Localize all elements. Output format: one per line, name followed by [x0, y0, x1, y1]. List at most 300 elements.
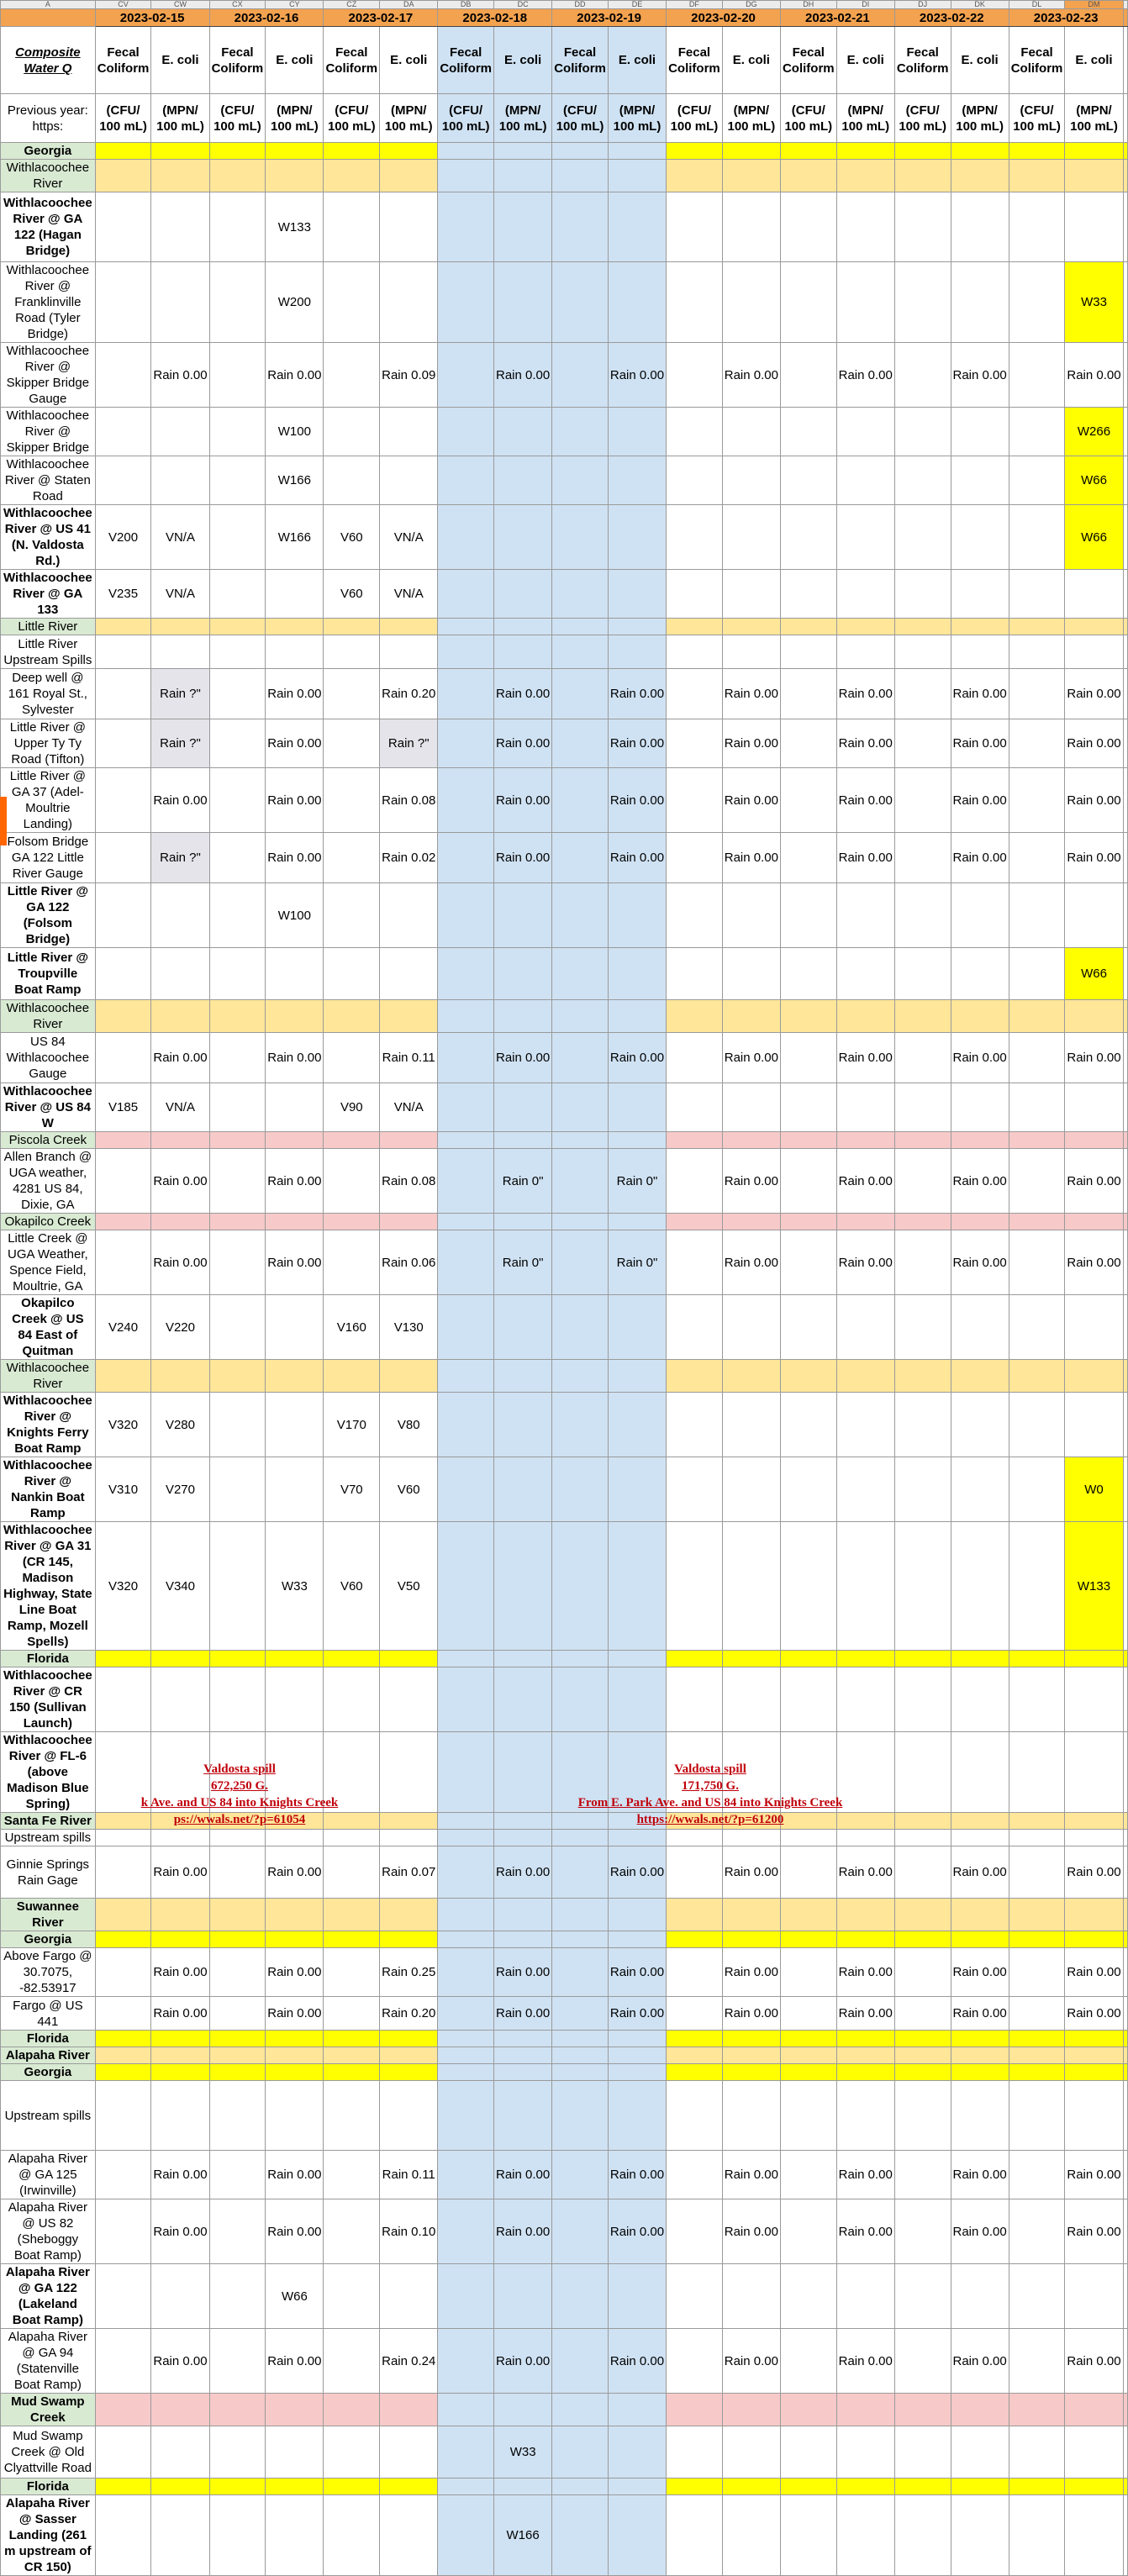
section-cell[interactable]: [722, 2047, 780, 2064]
sample-value-cell[interactable]: V170: [324, 1393, 380, 1457]
rain-cell[interactable]: Rain 0.00: [608, 2329, 666, 2394]
rain-cell[interactable]: Rain 0.00: [1065, 1948, 1123, 1997]
sample-value-cell[interactable]: VN/A: [151, 1083, 209, 1132]
data-cell[interactable]: [951, 408, 1009, 456]
data-cell[interactable]: [438, 2081, 494, 2151]
data-cell[interactable]: [380, 948, 438, 1000]
data-cell[interactable]: [494, 2264, 552, 2329]
rain-cell[interactable]: Rain 0.00: [722, 343, 780, 408]
section-cell[interactable]: [209, 1000, 266, 1033]
data-cell[interactable]: [780, 2151, 836, 2199]
section-cell[interactable]: [151, 2064, 209, 2081]
rain-cell[interactable]: Rain 0.00: [608, 2151, 666, 2199]
data-cell[interactable]: [324, 2426, 380, 2479]
section-cell[interactable]: [151, 143, 209, 160]
data-cell[interactable]: [1065, 2081, 1123, 2151]
section-cell[interactable]: [1123, 1360, 1127, 1393]
data-cell[interactable]: [552, 1393, 609, 1457]
fecal-coliform-header[interactable]: Fecal Coliform: [209, 27, 266, 94]
data-cell[interactable]: [151, 2426, 209, 2479]
data-cell[interactable]: [552, 768, 609, 833]
section-cell[interactable]: [667, 2394, 723, 2426]
section-cell[interactable]: [324, 1132, 380, 1149]
section-cell[interactable]: [1123, 1214, 1127, 1230]
rain-cell[interactable]: Rain 0.00: [951, 343, 1009, 408]
data-cell[interactable]: [780, 1393, 836, 1457]
section-cell[interactable]: [667, 1132, 723, 1149]
data-cell[interactable]: [1009, 456, 1065, 505]
section-cell[interactable]: [494, 2479, 552, 2495]
data-cell[interactable]: [1123, 570, 1127, 619]
row-label-okapilco-us84[interactable]: Okapilco Creek @ US 84 East of Quitman: [1, 1295, 96, 1360]
data-cell[interactable]: [1009, 1830, 1065, 1846]
data-cell[interactable]: [380, 635, 438, 669]
data-cell[interactable]: [780, 768, 836, 833]
data-cell[interactable]: [1009, 669, 1065, 719]
data-cell[interactable]: [438, 768, 494, 833]
data-cell[interactable]: [608, 1830, 666, 1846]
section-cell[interactable]: [722, 2394, 780, 2426]
data-cell[interactable]: [667, 883, 723, 948]
section-cell[interactable]: [380, 2394, 438, 2426]
row-label-alapaha-ga94[interactable]: Alapaha River @ GA 94 (Statenville Boat Ramp): [1, 2329, 96, 2394]
rain-cell[interactable]: Rain 0.00: [722, 719, 780, 768]
data-cell[interactable]: [1123, 948, 1127, 1000]
row-label-alapaha[interactable]: Alapaha River: [1, 2047, 96, 2064]
data-cell[interactable]: [951, 456, 1009, 505]
unit-mpn[interactable]: (MPN/ 100 mL): [1065, 94, 1123, 143]
data-cell[interactable]: [151, 262, 209, 343]
rain-cell[interactable]: Rain 0.02: [380, 833, 438, 883]
data-cell[interactable]: [324, 456, 380, 505]
data-cell[interactable]: [552, 1230, 609, 1295]
rain-cell[interactable]: Rain 0.00: [836, 2199, 894, 2264]
section-cell[interactable]: [951, 1899, 1009, 1931]
section-cell[interactable]: [780, 143, 836, 160]
data-cell[interactable]: [552, 505, 609, 570]
data-cell[interactable]: [438, 505, 494, 570]
data-cell[interactable]: [324, 1149, 380, 1214]
data-cell[interactable]: [552, 635, 609, 669]
section-cell[interactable]: [894, 2047, 951, 2064]
data-cell[interactable]: [894, 408, 951, 456]
data-cell[interactable]: [722, 1393, 780, 1457]
data-cell[interactable]: [667, 192, 723, 262]
data-cell[interactable]: [1009, 2495, 1065, 2576]
section-cell[interactable]: [552, 1931, 609, 1948]
data-cell[interactable]: [780, 2081, 836, 2151]
section-cell[interactable]: [951, 1813, 1009, 1830]
data-cell[interactable]: [266, 635, 324, 669]
data-cell[interactable]: [494, 1457, 552, 1522]
sample-value-cell[interactable]: V90: [324, 1083, 380, 1132]
section-cell[interactable]: [494, 2047, 552, 2064]
sample-value-cell[interactable]: V320: [95, 1522, 151, 1651]
data-cell[interactable]: [1065, 570, 1123, 619]
section-cell[interactable]: [494, 1132, 552, 1149]
data-cell[interactable]: [95, 2151, 151, 2199]
section-cell[interactable]: [1123, 1899, 1127, 1931]
row-label-lr-ga122[interactable]: Little River @ GA 122 (Folsom Bridge): [1, 883, 96, 948]
section-cell[interactable]: [95, 2031, 151, 2047]
rain-cell[interactable]: Rain 0": [494, 1149, 552, 1214]
data-cell[interactable]: [209, 192, 266, 262]
section-cell[interactable]: [266, 1899, 324, 1931]
section-cell[interactable]: [1123, 619, 1127, 635]
data-cell[interactable]: [1009, 2329, 1065, 2394]
rain-cell[interactable]: Rain 0.08: [380, 768, 438, 833]
data-cell[interactable]: [95, 1033, 151, 1083]
rain-cell[interactable]: Rain 0.00: [151, 343, 209, 408]
rain-cell[interactable]: Rain 0.00: [951, 2329, 1009, 2394]
section-cell[interactable]: [438, 1899, 494, 1931]
data-cell[interactable]: [894, 883, 951, 948]
unit-cfu[interactable]: (CFU/ 100 mL): [209, 94, 266, 143]
data-cell[interactable]: [438, 1393, 494, 1457]
data-cell[interactable]: [494, 408, 552, 456]
data-cell[interactable]: [608, 456, 666, 505]
section-cell[interactable]: [608, 1651, 666, 1667]
data-cell[interactable]: [1009, 192, 1065, 262]
row-label-piscola[interactable]: Piscola Creek: [1, 1132, 96, 1149]
section-cell[interactable]: [438, 1360, 494, 1393]
data-cell[interactable]: [951, 2081, 1009, 2151]
section-cell[interactable]: [836, 2047, 894, 2064]
rain-cell[interactable]: Rain 0.00: [266, 2329, 324, 2394]
unit-mpn[interactable]: (MPN/ 100 mL): [151, 94, 209, 143]
sample-value-cell[interactable]: VN/A: [380, 1083, 438, 1132]
data-cell[interactable]: [494, 2081, 552, 2151]
data-cell[interactable]: [380, 1830, 438, 1846]
data-cell[interactable]: [151, 192, 209, 262]
section-cell[interactable]: [438, 2394, 494, 2426]
rain-cell[interactable]: Rain 0.00: [151, 1149, 209, 1214]
section-cell[interactable]: [494, 1651, 552, 1667]
data-cell[interactable]: [780, 1033, 836, 1083]
data-cell[interactable]: [95, 1948, 151, 1997]
rain-cell[interactable]: Rain 0.00: [722, 1033, 780, 1083]
data-cell[interactable]: [667, 262, 723, 343]
data-cell[interactable]: [894, 1667, 951, 1732]
section-cell[interactable]: [608, 2031, 666, 2047]
sample-value-cell[interactable]: W200: [266, 262, 324, 343]
data-cell[interactable]: [324, 1033, 380, 1083]
rain-cell[interactable]: Rain 0.00: [1065, 1846, 1123, 1899]
data-cell[interactable]: [95, 2495, 151, 2576]
section-cell[interactable]: [95, 143, 151, 160]
data-cell[interactable]: [1009, 1033, 1065, 1083]
data-cell[interactable]: [1009, 1732, 1065, 1813]
data-cell[interactable]: [438, 669, 494, 719]
section-cell[interactable]: [552, 1132, 609, 1149]
section-cell[interactable]: [209, 160, 266, 192]
row-label-florida1[interactable]: Florida: [1, 1651, 96, 1667]
rain-cell[interactable]: Rain 0.00: [266, 2199, 324, 2264]
data-cell[interactable]: [608, 2081, 666, 2151]
section-cell[interactable]: [324, 1360, 380, 1393]
rain-cell[interactable]: Rain 0.00: [266, 1033, 324, 1083]
data-cell[interactable]: [722, 192, 780, 262]
row-label-staten[interactable]: Withlacoochee River @ Staten Road: [1, 456, 96, 505]
data-cell[interactable]: [951, 1830, 1009, 1846]
section-cell[interactable]: [1123, 1000, 1127, 1033]
data-cell[interactable]: [1009, 570, 1065, 619]
row-label-ga133[interactable]: Withlacoochee River @ GA 133: [1, 570, 96, 619]
data-cell[interactable]: [780, 635, 836, 669]
data-cell[interactable]: [1065, 2426, 1123, 2479]
section-cell[interactable]: [951, 160, 1009, 192]
sample-value-cell[interactable]: VN/A: [151, 505, 209, 570]
col-letter[interactable]: CV: [95, 1, 151, 9]
data-cell[interactable]: [438, 2426, 494, 2479]
data-cell[interactable]: [951, 1732, 1009, 1813]
section-cell[interactable]: [836, 2031, 894, 2047]
row-label-us84-gauge[interactable]: US 84 Withlacoochee Gauge: [1, 1033, 96, 1083]
section-cell[interactable]: [1065, 1360, 1123, 1393]
section-cell[interactable]: [438, 2064, 494, 2081]
data-cell[interactable]: [209, 1393, 266, 1457]
data-cell[interactable]: [1065, 1732, 1123, 1813]
section-cell[interactable]: [266, 1360, 324, 1393]
section-cell[interactable]: [894, 1899, 951, 1931]
rain-cell[interactable]: Rain 0.00: [951, 669, 1009, 719]
section-cell[interactable]: [894, 2479, 951, 2495]
data-cell[interactable]: [894, 2495, 951, 2576]
data-cell[interactable]: [780, 948, 836, 1000]
section-cell[interactable]: [552, 1651, 609, 1667]
data-cell[interactable]: [780, 883, 836, 948]
section-cell[interactable]: [1065, 1214, 1123, 1230]
row-label-folsom-gauge[interactable]: Folsom Bridge GA 122 Little River Gauge: [1, 833, 96, 883]
data-cell[interactable]: [836, 2264, 894, 2329]
col-letter[interactable]: DB: [438, 1, 494, 9]
section-cell[interactable]: [151, 1000, 209, 1033]
section-cell[interactable]: [380, 1813, 438, 1830]
data-cell[interactable]: [494, 262, 552, 343]
rain-cell[interactable]: Rain 0.00: [836, 669, 894, 719]
row-label-ga31[interactable]: Withlacoochee River @ GA 31 (CR 145, Madison Highway, State Line Boat Ramp, Mozell Spells): [1, 1522, 96, 1651]
section-cell[interactable]: [780, 2031, 836, 2047]
data-cell[interactable]: [209, 2199, 266, 2264]
section-cell[interactable]: [951, 1931, 1009, 1948]
section-cell[interactable]: [1123, 160, 1127, 192]
data-cell[interactable]: [95, 1230, 151, 1295]
section-cell[interactable]: [608, 1214, 666, 1230]
section-cell[interactable]: [324, 2047, 380, 2064]
data-cell[interactable]: [1009, 1846, 1065, 1899]
data-cell[interactable]: [209, 343, 266, 408]
row-label-suwannee[interactable]: Suwannee River: [1, 1899, 96, 1931]
rain-cell[interactable]: Rain 0.00: [722, 1230, 780, 1295]
section-cell[interactable]: [1065, 1651, 1123, 1667]
unit-cfu[interactable]: (CFU/ 100 mL): [780, 94, 836, 143]
rain-cell[interactable]: Rain 0.00: [494, 768, 552, 833]
section-cell[interactable]: [951, 2031, 1009, 2047]
section-cell[interactable]: [608, 2064, 666, 2081]
data-cell[interactable]: [1009, 2199, 1065, 2264]
section-cell[interactable]: [1009, 2394, 1065, 2426]
rain-cell[interactable]: Rain 0.00: [266, 1948, 324, 1997]
data-cell[interactable]: [1009, 262, 1065, 343]
section-cell[interactable]: [209, 143, 266, 160]
sample-value-cell[interactable]: V220: [151, 1295, 209, 1360]
section-cell[interactable]: [1065, 2394, 1123, 2426]
data-cell[interactable]: [324, 883, 380, 948]
data-cell[interactable]: [780, 1083, 836, 1132]
sample-value-cell[interactable]: W66: [1065, 456, 1123, 505]
section-cell[interactable]: [552, 1899, 609, 1931]
data-cell[interactable]: [836, 2426, 894, 2479]
rain-cell[interactable]: Rain 0.00: [266, 719, 324, 768]
section-cell[interactable]: [494, 143, 552, 160]
data-cell[interactable]: [324, 719, 380, 768]
unit-cfu[interactable]: (CFU/ 100 mL): [552, 94, 609, 143]
col-letter[interactable]: DL: [1009, 1, 1065, 9]
data-cell[interactable]: [1123, 768, 1127, 833]
unit-mpn[interactable]: (MPN/ 100 mL): [722, 94, 780, 143]
section-cell[interactable]: [151, 1899, 209, 1931]
data-cell[interactable]: [438, 635, 494, 669]
section-cell[interactable]: [266, 619, 324, 635]
section-cell[interactable]: [380, 1132, 438, 1149]
section-cell[interactable]: [151, 1931, 209, 1948]
data-cell[interactable]: [1009, 1667, 1065, 1732]
col-letter[interactable]: CW: [151, 1, 209, 9]
data-cell[interactable]: [1009, 1997, 1065, 2031]
rain-cell[interactable]: Rain 0.00: [1065, 343, 1123, 408]
row-label-florida3[interactable]: Florida: [1, 2479, 96, 2495]
data-cell[interactable]: [1123, 505, 1127, 570]
rain-cell[interactable]: Rain 0.00: [1065, 1230, 1123, 1295]
rain-cell[interactable]: Rain 0.00: [951, 1948, 1009, 1997]
data-cell[interactable]: [894, 1230, 951, 1295]
section-cell[interactable]: [780, 1214, 836, 1230]
data-cell[interactable]: [951, 2495, 1009, 2576]
rain-cell[interactable]: Rain 0.00: [951, 1846, 1009, 1899]
unit-cfu[interactable]: (CFU/ 100 mL): [324, 94, 380, 143]
data-cell[interactable]: [1123, 669, 1127, 719]
data-cell[interactable]: [552, 833, 609, 883]
data-cell[interactable]: [209, 1033, 266, 1083]
sample-value-cell[interactable]: W33: [1065, 262, 1123, 343]
data-cell[interactable]: [380, 262, 438, 343]
data-cell[interactable]: [209, 2264, 266, 2329]
data-cell[interactable]: [209, 1230, 266, 1295]
section-cell[interactable]: [266, 1132, 324, 1149]
sample-value-cell[interactable]: V80: [380, 1393, 438, 1457]
row-label-withla-river1[interactable]: Withlacoochee River: [1, 160, 96, 192]
data-cell[interactable]: [836, 408, 894, 456]
section-cell[interactable]: [324, 2064, 380, 2081]
section-cell[interactable]: [722, 1000, 780, 1033]
rain-cell[interactable]: Rain 0.00: [1065, 669, 1123, 719]
e-coli-header[interactable]: E. coli: [151, 27, 209, 94]
rain-cell[interactable]: Rain 0.00: [1065, 1033, 1123, 1083]
rain-cell[interactable]: Rain 0.00: [951, 768, 1009, 833]
rain-cell[interactable]: Rain 0.00: [608, 1948, 666, 1997]
section-cell[interactable]: [1065, 1132, 1123, 1149]
section-cell[interactable]: [1065, 1931, 1123, 1948]
data-cell[interactable]: [722, 1667, 780, 1732]
section-cell[interactable]: [151, 1132, 209, 1149]
section-cell[interactable]: [780, 1132, 836, 1149]
data-cell[interactable]: [1009, 768, 1065, 833]
section-cell[interactable]: [894, 619, 951, 635]
data-cell[interactable]: [894, 635, 951, 669]
data-cell[interactable]: [894, 1295, 951, 1360]
data-cell[interactable]: [438, 1846, 494, 1899]
sample-value-cell[interactable]: V310: [95, 1457, 151, 1522]
data-cell[interactable]: [494, 1522, 552, 1651]
data-cell[interactable]: [608, 883, 666, 948]
section-cell[interactable]: [780, 1651, 836, 1667]
data-cell[interactable]: [1123, 883, 1127, 948]
section-cell[interactable]: [667, 2047, 723, 2064]
previous-year-link[interactable]: Previous year: https:: [1, 94, 96, 143]
col-letter[interactable]: DI: [836, 1, 894, 9]
section-cell[interactable]: [380, 1931, 438, 1948]
section-cell[interactable]: [209, 1931, 266, 1948]
data-cell[interactable]: [95, 669, 151, 719]
data-cell[interactable]: [266, 570, 324, 619]
col-letter[interactable]: DC: [494, 1, 552, 9]
data-cell[interactable]: [324, 1830, 380, 1846]
section-cell[interactable]: [1123, 2031, 1127, 2047]
data-cell[interactable]: [324, 669, 380, 719]
data-cell[interactable]: [552, 2151, 609, 2199]
section-cell[interactable]: [380, 2031, 438, 2047]
section-cell[interactable]: [1065, 160, 1123, 192]
rain-cell[interactable]: Rain 0.00: [722, 2329, 780, 2394]
sample-value-cell[interactable]: W100: [266, 883, 324, 948]
data-cell[interactable]: [209, 408, 266, 456]
section-cell[interactable]: [151, 1214, 209, 1230]
section-cell[interactable]: [836, 1214, 894, 1230]
section-cell[interactable]: [894, 1000, 951, 1033]
data-cell[interactable]: [608, 2495, 666, 2576]
rain-cell[interactable]: Rain 0.00: [266, 1149, 324, 1214]
section-cell[interactable]: [95, 160, 151, 192]
sample-value-cell[interactable]: W66: [1065, 505, 1123, 570]
e-coli-header[interactable]: E. coli: [1065, 27, 1123, 94]
section-cell[interactable]: [438, 143, 494, 160]
data-cell[interactable]: [836, 1830, 894, 1846]
section-cell[interactable]: [1009, 1931, 1065, 1948]
col-letter[interactable]: DF: [667, 1, 723, 9]
col-letter[interactable]: DH: [780, 1, 836, 9]
col-letter[interactable]: DJ: [894, 1, 951, 9]
section-cell[interactable]: [1065, 1813, 1123, 1830]
data-cell[interactable]: [894, 2426, 951, 2479]
data-cell[interactable]: [95, 2329, 151, 2394]
sample-value-cell[interactable]: V235: [95, 570, 151, 619]
data-cell[interactable]: [836, 1295, 894, 1360]
data-cell[interactable]: [780, 2426, 836, 2479]
data-cell[interactable]: [209, 1830, 266, 1846]
data-cell[interactable]: [1123, 408, 1127, 456]
data-cell[interactable]: [951, 262, 1009, 343]
data-cell[interactable]: [780, 1522, 836, 1651]
data-cell[interactable]: [1009, 1522, 1065, 1651]
data-cell[interactable]: [780, 1667, 836, 1732]
section-cell[interactable]: [667, 619, 723, 635]
data-cell[interactable]: [438, 833, 494, 883]
data-cell[interactable]: [1065, 1393, 1123, 1457]
data-cell[interactable]: [324, 1997, 380, 2031]
e-coli-header[interactable]: E. coli: [836, 27, 894, 94]
section-cell[interactable]: [552, 2064, 609, 2081]
section-cell[interactable]: [667, 1651, 723, 1667]
